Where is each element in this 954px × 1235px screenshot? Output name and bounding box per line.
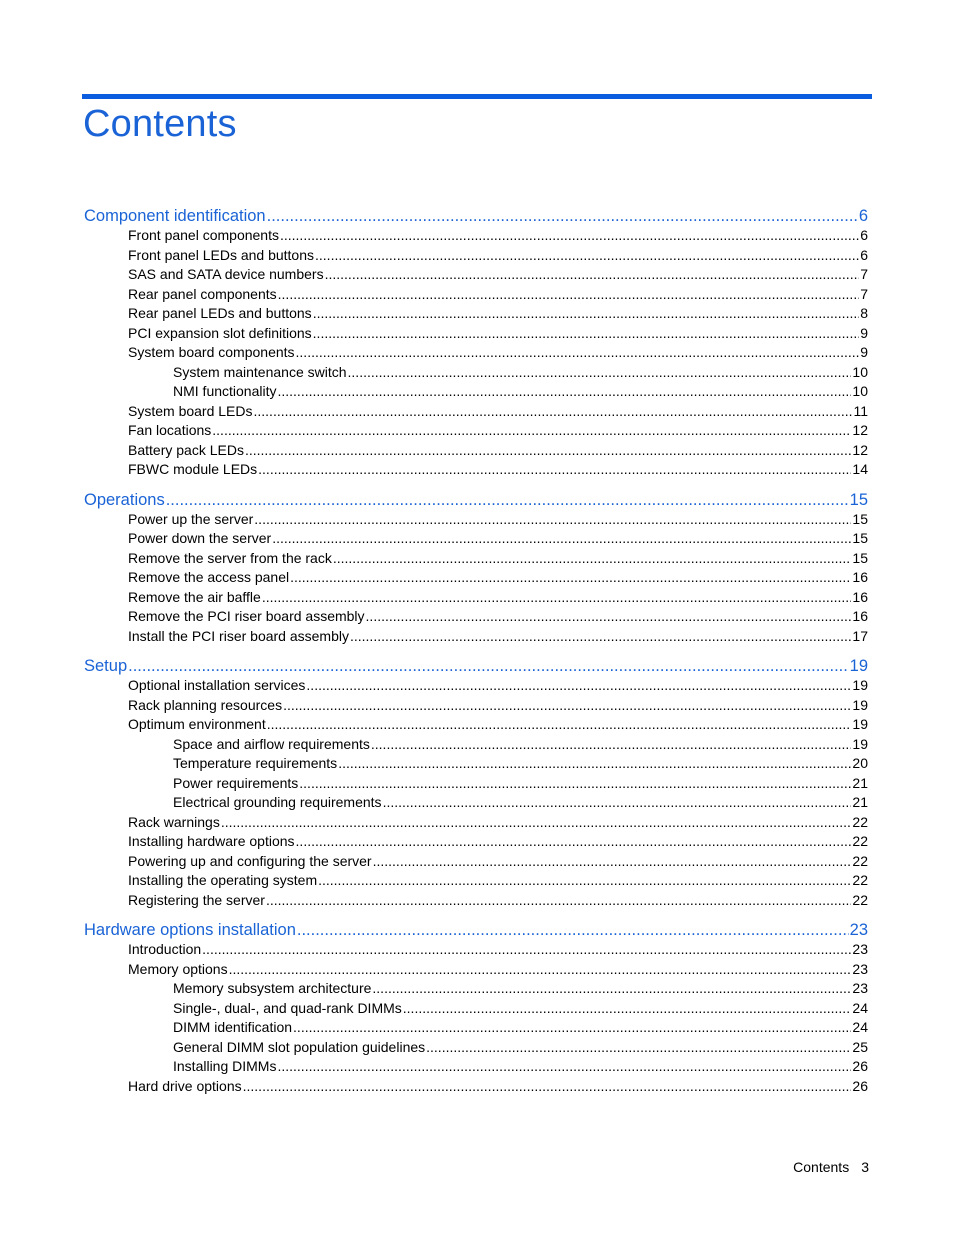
toc-entry-page: 9 [860,324,868,341]
dot-leader [277,1057,851,1077]
dot-leader [243,1077,852,1097]
dot-leader [313,304,860,324]
dot-leader [373,852,852,872]
toc-entry[interactable] [84,226,868,246]
dot-leader [325,265,860,285]
toc-entry-title: Power up the server [128,510,254,527]
toc-entry-page: 14 [852,461,868,477]
dot-leader [299,774,851,794]
toc-entry-title: Front panel LEDs and buttons [128,246,315,263]
toc-entry[interactable] [84,343,868,363]
toc-entry-title: Single-, dual-, and quad-rank DIMMs [173,999,402,1016]
toc-entry[interactable] [84,324,868,344]
page-footer [793,1159,869,1175]
dot-leader [283,696,851,716]
dot-leader [290,568,851,588]
toc-entry[interactable] [84,304,868,324]
toc-entry-title: Install the PCI riser board assembly [128,627,349,644]
toc-entry-page: 22 [852,872,868,888]
toc-entry-page: 23 [849,921,868,939]
toc-entry-title: Registering the server [128,891,265,908]
toc-entry[interactable] [84,568,868,588]
toc-subentry[interactable] [84,382,868,402]
toc-subentry[interactable] [84,793,868,813]
dot-leader [371,735,852,755]
toc-entry-page: 22 [852,891,868,908]
toc-section-entry[interactable] [84,490,868,510]
dot-leader [372,979,851,999]
toc-entry-page: 24 [852,1019,868,1035]
table-of-contents [84,206,868,1096]
dot-leader [315,246,859,266]
toc-entry-title: Optimum environment [128,716,266,732]
toc-entry[interactable] [84,871,868,891]
toc-entry-page: 16 [852,608,868,624]
dot-leader [212,421,851,441]
toc-entry-title: System board components [128,344,295,360]
toc-entry-page: 23 [852,980,868,996]
dot-leader [403,999,852,1019]
dot-leader [258,460,851,480]
dot-leader [166,490,849,510]
dot-leader [348,363,852,383]
dot-leader [266,891,851,911]
toc-entry[interactable] [84,1077,868,1097]
toc-entry-title: Remove the access panel [128,569,290,585]
toc-entry[interactable] [84,715,868,735]
toc-entry-page: 7 [860,266,868,282]
dot-leader [277,382,851,402]
toc-entry[interactable] [84,549,868,569]
dot-leader [229,960,852,980]
toc-entry-page: 22 [852,833,868,849]
toc-entry-page: 10 [852,363,868,380]
toc-entry-page: 11 [853,402,868,419]
toc-entry-page: 15 [852,510,868,527]
toc-entry-page: 6 [858,207,868,225]
dot-leader [383,793,852,813]
toc-entry[interactable] [84,852,868,872]
toc-entry-title: System board LEDs [128,402,253,419]
toc-entry-title: Optional installation services [128,677,306,693]
toc-entry-title: Installing the operating system [128,872,318,888]
toc-entry-page: 23 [852,960,868,977]
toc-entry-title: Installing hardware options [128,833,295,849]
toc-entry[interactable] [84,627,868,647]
toc-entry-title: Battery pack LEDs [128,441,244,458]
toc-subentry[interactable] [84,999,868,1019]
dot-leader [262,588,852,608]
toc-entry-page: 19 [852,735,868,752]
toc-entry-title: System maintenance switch [173,363,347,380]
toc-entry-title: Remove the PCI riser board assembly [128,608,365,624]
dot-leader [280,226,859,246]
toc-entry-title: Front panel components [128,227,279,243]
toc-entry-title: General DIMM slot population guidelines [173,1038,426,1055]
toc-entry-page: 15 [852,530,868,546]
toc-entry-title: FBWC module LEDs [128,461,258,477]
toc-subentry[interactable] [84,774,868,794]
toc-entry-title: Electrical grounding requirements [173,794,382,810]
toc-entry-title: Setup [84,657,128,675]
dot-leader [318,871,851,891]
dot-leader [254,402,853,422]
toc-entry-title: Remove the server from the rack [128,549,332,566]
toc-entry-page: 12 [852,441,868,458]
toc-entry-page: 22 [852,813,868,830]
toc-entry-page: 19 [852,716,868,732]
toc-subentry[interactable] [84,979,868,999]
toc-entry-page: 21 [852,794,868,810]
dot-leader [272,529,851,549]
toc-entry-title: NMI functionality [173,383,277,399]
toc-entry-page: 25 [852,1038,868,1055]
heading-rule [82,94,872,99]
toc-entry[interactable] [84,588,868,608]
toc-entry-title: Installing DIMMs [173,1058,277,1074]
toc-entry-title: Hardware options installation [84,921,296,939]
toc-entry-page: 7 [860,285,868,302]
dot-leader [278,285,860,305]
toc-entry-title: Memory subsystem architecture [173,980,372,996]
footer-label: Contents [793,1159,850,1175]
toc-entry-title: Powering up and configuring the server [128,852,372,869]
toc-entry-page: 22 [852,852,868,869]
toc-entry-title: Remove the air baffle [128,588,261,605]
toc-entry-page: 12 [852,422,868,438]
toc-entry-title: Fan locations [128,422,212,438]
dot-leader [338,754,851,774]
dot-leader [366,607,852,627]
toc-entry-page: 17 [852,627,868,644]
toc-section-entry[interactable] [84,206,868,226]
toc-subentry[interactable] [84,735,868,755]
dot-leader [350,627,851,647]
toc-entry[interactable] [84,285,868,305]
toc-entry-title: Rack warnings [128,813,220,830]
toc-entry-page: 26 [852,1077,868,1094]
page-title: Contents [83,103,237,145]
toc-entry[interactable] [84,441,868,461]
toc-entry-title: Rear panel LEDs and buttons [128,305,312,321]
dot-leader [128,656,849,676]
toc-entry-title: Hard drive options [128,1077,242,1094]
toc-subentry[interactable] [84,363,868,383]
toc-entry-title: Introduction [128,941,202,957]
dot-leader [296,832,852,852]
dot-leader [426,1038,851,1058]
toc-entry[interactable] [84,696,868,716]
toc-entry[interactable] [84,813,868,833]
toc-entry-title: Component identification [84,207,266,225]
toc-entry-page: 21 [852,774,868,791]
toc-entry-title: Rack planning resources [128,696,283,713]
toc-entry-page: 19 [852,696,868,713]
toc-entry-page: 15 [852,549,868,566]
dot-leader [202,940,851,960]
dot-leader [333,549,852,569]
toc-entry[interactable] [84,607,868,627]
dot-leader [306,676,851,696]
toc-entry-page: 8 [860,305,868,321]
toc-entry-page: 19 [852,677,868,693]
toc-entry[interactable] [84,676,868,696]
toc-entry-title: DIMM identification [173,1019,293,1035]
dot-leader [296,343,860,363]
dot-leader [267,715,852,735]
toc-entry-page: 24 [852,999,868,1016]
toc-section-entry[interactable] [84,920,868,940]
toc-entry[interactable] [84,402,868,422]
dot-leader [245,441,851,461]
toc-entry-page: 15 [849,490,868,509]
toc-entry[interactable] [84,529,868,549]
toc-entry-page: 6 [860,227,868,243]
toc-entry-title: SAS and SATA device numbers [128,266,324,282]
toc-subentry[interactable] [84,1057,868,1077]
toc-entry-page: 20 [852,755,868,771]
toc-entry-title: Space and airflow requirements [173,735,370,752]
toc-entry-title: Power requirements [173,774,299,791]
toc-entry[interactable] [84,510,868,530]
toc-entry[interactable] [84,246,868,266]
toc-section-entry[interactable] [84,656,868,676]
toc-entry[interactable] [84,265,868,285]
toc-entry-page: 16 [852,569,868,585]
toc-entry-title: PCI expansion slot definitions [128,324,312,341]
toc-entry-title: Power down the server [128,530,272,546]
toc-entry[interactable] [84,460,868,480]
toc-entry-page: 10 [852,383,868,399]
dot-leader [221,813,852,833]
toc-entry-page: 16 [852,588,868,605]
dot-leader [293,1018,851,1038]
toc-entry-page: 9 [860,344,868,360]
toc-entry[interactable] [84,421,868,441]
toc-entry-title: Rear panel components [128,285,277,302]
toc-subentry[interactable] [84,754,868,774]
toc-subentry[interactable] [84,1018,868,1038]
dot-leader [254,510,851,530]
dot-leader [297,920,849,940]
dot-leader [267,206,858,226]
toc-entry[interactable] [84,891,868,911]
toc-entry-title: Memory options [128,960,228,977]
toc-entry-title: Operations [84,490,165,509]
toc-entry[interactable] [84,832,868,852]
toc-entry[interactable] [84,960,868,980]
toc-entry-page: 23 [852,941,868,957]
dot-leader [313,324,860,344]
toc-entry-page: 26 [852,1058,868,1074]
toc-entry[interactable] [84,940,868,960]
toc-entry-title: Temperature requirements [173,755,338,771]
toc-entry-page: 19 [849,657,868,675]
toc-subentry[interactable] [84,1038,868,1058]
toc-entry-page: 6 [860,246,868,263]
page-number: 3 [861,1159,869,1175]
